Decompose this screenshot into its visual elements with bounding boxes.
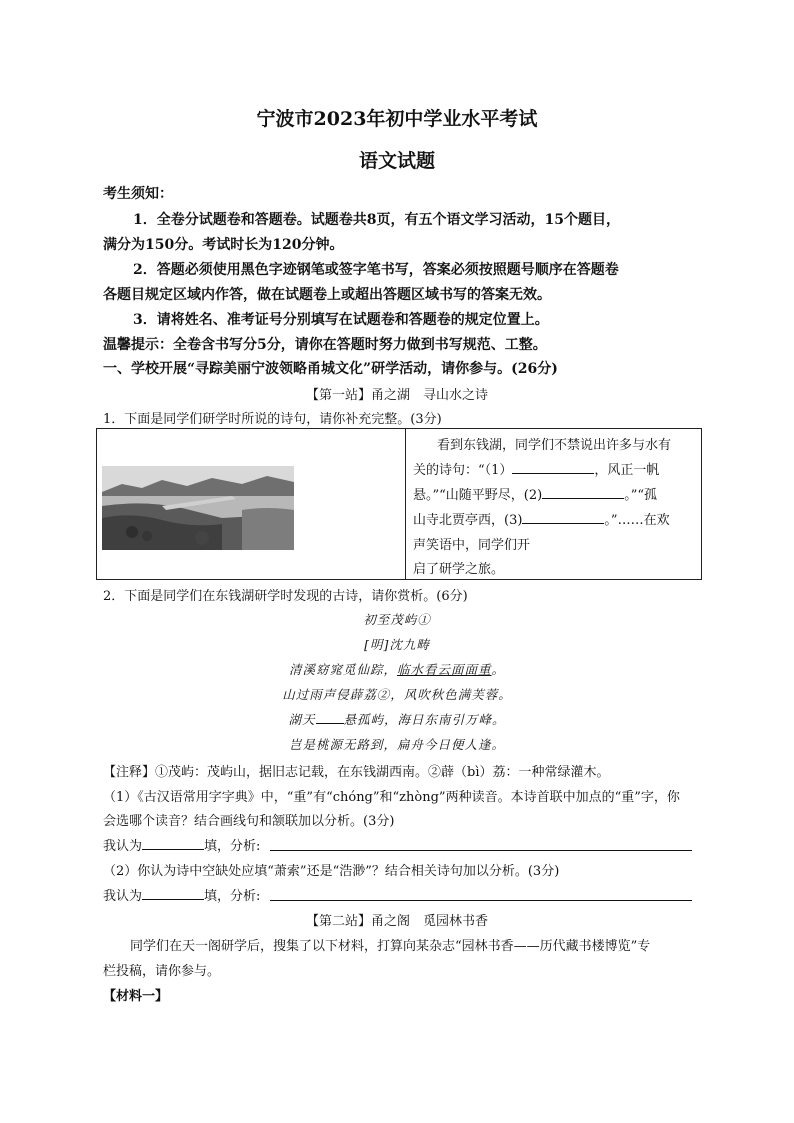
station-2-heading: 【第二站】甬之阁 觅园林书香 bbox=[305, 914, 488, 929]
answer-prefix: 我认为 bbox=[103, 839, 143, 854]
q2-sub1-line2: 会选哪个读音？结合画线句和颔联加以分析。(3分) bbox=[103, 814, 395, 829]
exam-title: 宁波市2023年初中学业水平考试 bbox=[256, 108, 538, 130]
answer-prefix-2: 我认为 bbox=[103, 889, 143, 904]
poem-line-1c: 。 bbox=[491, 662, 506, 677]
poem-blank[interactable] bbox=[316, 711, 344, 724]
poem-line-1-underlined: 临水看云面面重 bbox=[396, 662, 492, 677]
answer-line-1[interactable] bbox=[270, 850, 692, 851]
poem-line-1a: 清溪窈窕觅仙踪， bbox=[288, 662, 397, 677]
q1-table-divider bbox=[405, 428, 406, 579]
poem-line-3b: 悬孤屿，海日东南引万峰。 bbox=[343, 712, 506, 727]
poem-notes: 【注释】①茂屿：茂屿山，据旧志记载，在东钱湖西南。②薜（bì）荔：一种常绿灌木。 bbox=[103, 765, 610, 780]
q1-text-line4a: 山寺北贾亭西，(3) bbox=[413, 513, 523, 528]
station-1-heading: 【第一站】甬之湖 寻山水之诗 bbox=[305, 388, 488, 403]
q1-text-line3a: 悬。”“山随平野尽，(2) bbox=[413, 488, 543, 503]
q1-blank-2[interactable] bbox=[542, 484, 624, 499]
warm-tip: 温馨提示：全卷含书写分5分，请你在答题时努力做到书写规范、工整。 bbox=[103, 337, 547, 353]
notice-item-2-line2: 各题目规定区域内作答，做在试题卷上或超出答题区域书写的答案无效。 bbox=[103, 287, 551, 303]
q1-blank-3[interactable] bbox=[522, 509, 604, 524]
q1-text-line5: 声笑语中，同学们开 bbox=[413, 538, 531, 553]
poem-title: 初至茂屿① bbox=[363, 612, 431, 627]
notice-item-1-line1: 1．全卷分试题卷和答题卷。试题卷共8页，有五个语文学习活动，15个题目， bbox=[133, 212, 620, 228]
answer-analysis-label: 填，分析: bbox=[204, 839, 261, 854]
notice-item-3: 3．请将姓名、准考证号分别填写在试题卷和答题卷的规定位置上。 bbox=[133, 312, 549, 328]
section-1-heading: 一、学校开展“寻踪美丽宁波领略甬城文化”研学活动，请你参与。(26分) bbox=[103, 361, 558, 377]
station-2-intro-line2: 栏投稿，请你参与。 bbox=[103, 964, 221, 979]
answer-analysis-label-2: 填，分析: bbox=[204, 889, 261, 904]
q2-sub2: （2）你认为诗中空缺处应填“萧索”还是“浩渺”？结合相关诗句加以分析。(3分) bbox=[103, 864, 560, 879]
lake-photo bbox=[102, 466, 294, 550]
q1-text-line2a: 关的诗句：“（1） bbox=[413, 463, 513, 478]
q1-text-line2b: ，风正一帆 bbox=[594, 463, 660, 478]
answer-blank-1[interactable] bbox=[142, 835, 204, 850]
q1-text-line3b: 。”“孤 bbox=[624, 488, 658, 503]
exam-subtitle: 语文试题 bbox=[358, 150, 435, 172]
poem-line-2: 山过雨声侵薜荔②，风吹秋色满芙蓉。 bbox=[282, 687, 512, 702]
q2-sub2-answer bbox=[103, 885, 260, 904]
poem-line-3 bbox=[0, 710, 794, 728]
q1-text-line6: 启了研学之旅。 bbox=[413, 562, 505, 577]
q2-sub1-answer bbox=[103, 835, 260, 854]
poem-line-4: 岂是桃源无路到，扁舟今日便人逢。 bbox=[288, 737, 505, 752]
answer-line-2[interactable] bbox=[270, 900, 692, 901]
answer-blank-2[interactable] bbox=[142, 885, 204, 900]
q2-sub1-line1: （1）《古汉语常用字字典》中，“重”有“chóng”和“zhòng”两种读音。本诗首联中加点的“重”字，你 bbox=[103, 790, 680, 805]
q1-prompt: 1．下面是同学们研学时所说的诗句，请你补充完整。(3分) bbox=[103, 412, 442, 427]
poem-author: [明]沈九畴 bbox=[364, 637, 430, 652]
q1-blank-1[interactable] bbox=[512, 459, 594, 474]
notice-heading: 考生须知： bbox=[103, 186, 173, 202]
q2-prompt: 2．下面是同学们在东钱湖研学时发现的古诗，请你赏析。(6分) bbox=[103, 589, 468, 604]
notice-item-1-line2: 满分为150分。考试时长为120分钟。 bbox=[103, 237, 344, 253]
poem-line-3a: 湖天 bbox=[288, 712, 316, 727]
material-1-label: 【材料一】 bbox=[103, 989, 169, 1004]
q1-text-line2 bbox=[413, 459, 659, 478]
station-2-intro-line1: 同学们在天一阁研学后，搜集了以下材料，打算向某杂志“园林书香——历代藏书楼博览”专 bbox=[130, 939, 651, 954]
q1-text-line4b: 。”……在欢 bbox=[604, 513, 670, 528]
poem-line-1 bbox=[0, 660, 794, 678]
notice-item-2-line1: 2．答题必须使用黑色字迹钢笔或签字笔书写，答案必须按照题号顺序在答题卷 bbox=[133, 262, 619, 278]
q1-text-line1: 看到东钱湖，同学们不禁说出许多与水有 bbox=[437, 438, 672, 453]
q1-text-line4 bbox=[413, 509, 670, 528]
q1-text-line3 bbox=[413, 484, 657, 503]
